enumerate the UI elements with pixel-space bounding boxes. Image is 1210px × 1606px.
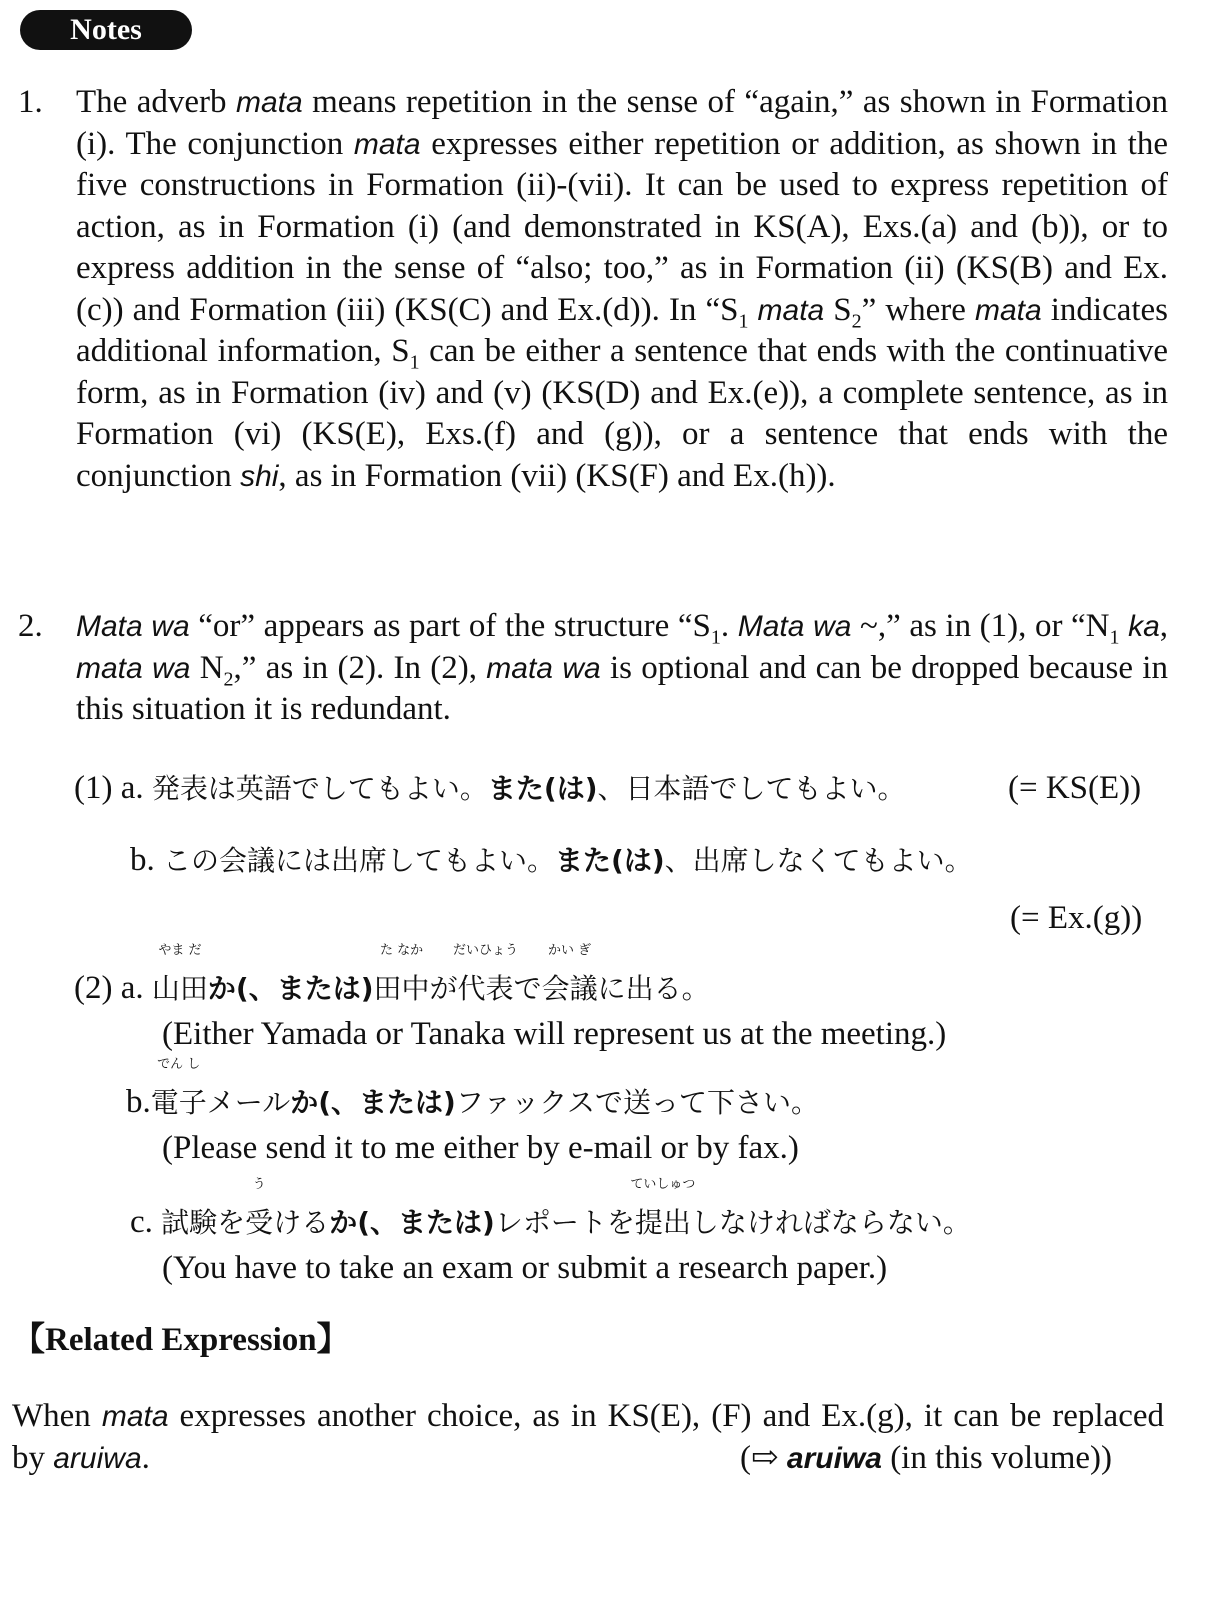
note-1-number: 1. [18,84,43,120]
example-1a: (1) a. 発表は英語でしてもよい。また(は)、日本語でしてもよい。 [74,770,906,806]
note-2-number: 2. [18,608,43,644]
note-2-body: Mata wa “or” appears as part of the structure “$S_1$. Mata wa ~,” as in (1), or “$N_1$ ka, mata wa $N_2$,” as in (2). In (2), mata wa is optional and can be dropped because in this situation it is redundant. [76,608,1168,727]
related-expression-heading: 【Related Expression】 [12,1322,350,1358]
note-2 [18,606,1168,731]
example-2a: (2) a. やま だ 山田か(、または) た なか 田中が だいひょう 代表で かい ぎ 会議に出る。 [74,943,710,1006]
notes-header-badge: Notes [20,10,192,50]
related-expression-body: When mata expresses another choice, as in KS(E), (F) and Ex.(g), it can be replaced by aruiwa. [12,1398,1164,1476]
note-1-body: The adverb mata means repetition in the sense of “again,” as shown in Formation (i). The conjunction mata expresses either repetition or addition, as shown in the five constructions in Formation (ii)-(vii). It can be used to express repetition of action, as in Formation (i) (and demonstrated in KS(A), Exs.(a) and (b)), or to express addition in the sense of “also; too,” as in Formation (ii) (KS(B) and Ex.(c)) and Formation (iii) (KS(C) and Ex.(d)). In “$S_1$ mata $S_2$” where mata indicates additional information, $S_1$ can be either a sentence that ends with the continuative form, as in Formation (iv) and (v) (KS(D) and Ex.(e)), a complete sentence, as in Formation (vi) (KS(E), Exs.(f) and (g)), or a sentence that ends with the conjunction shi, as in Formation (vii) (KS(F) and Ex.(h)). [76,84,1169,494]
example-1b-ref: (= Ex.(g)) [1010,900,1143,936]
example-1a-ref: (= KS(E)) [1008,770,1142,806]
example-1b: b. この会議には出席してもよい。また(は)、出席しなくてもよい。 [130,842,973,878]
example-2a-translation: (Either Yamada or Tanaka will represent us at the meeting.) [162,1016,947,1052]
example-2b-translation: (Please send it to me either by e-mail or by fax.) [162,1130,799,1166]
example-2c: c. 試験を う 受けるか(、または)レポートを ていしゅつ 提出しなければならない。 [130,1177,971,1240]
note-1 [18,82,1168,497]
related-crossref: (⇨ aruiwa (in this volume)) [740,1440,1112,1476]
example-2b: b. でん し 電子メールか(、または)ファックスで送って下さい。 [126,1057,819,1120]
example-2c-translation: (You have to take an exam or submit a research paper.) [162,1250,888,1286]
